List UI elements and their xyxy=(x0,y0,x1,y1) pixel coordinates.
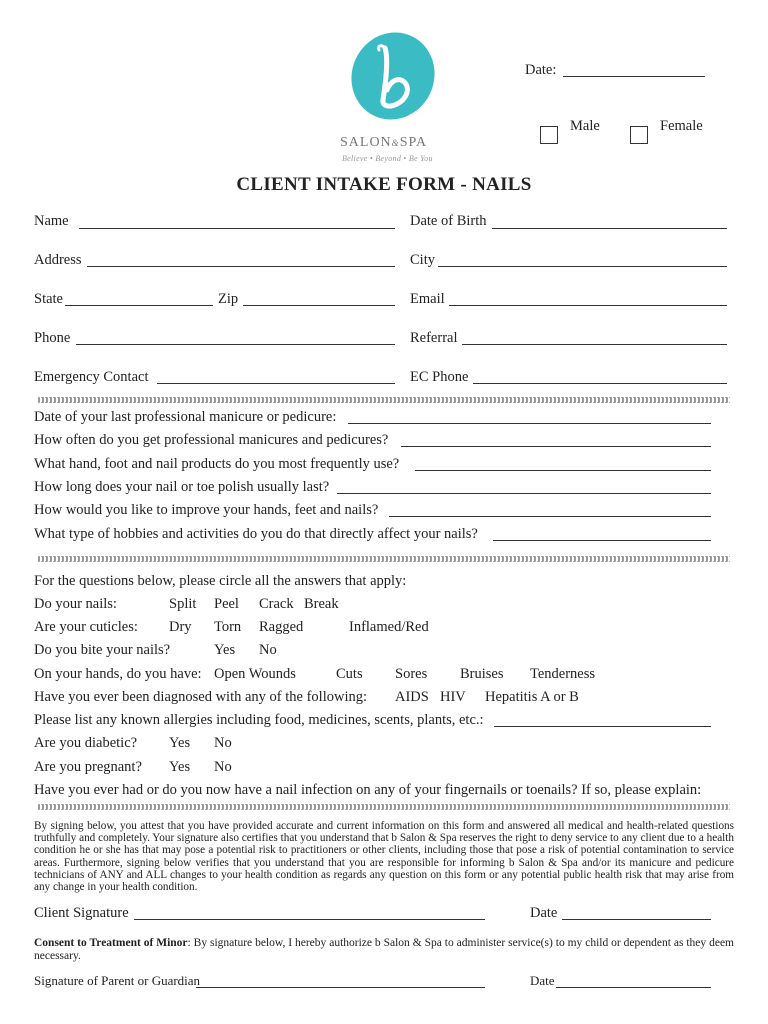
male-label: Male xyxy=(570,118,600,134)
history-answer-field[interactable] xyxy=(337,493,711,494)
hands-option[interactable]: Bruises xyxy=(460,666,504,682)
diagnosis-option[interactable]: AIDS xyxy=(395,689,429,705)
emergency-contact-field[interactable] xyxy=(157,383,395,384)
diagnosis-option[interactable]: Hepatitis A or B xyxy=(485,689,579,705)
cuticles-option[interactable]: Inflamed/Red xyxy=(349,619,429,635)
zip-field[interactable] xyxy=(243,305,395,306)
parent-signature-field[interactable] xyxy=(196,987,485,988)
diagnosis-option[interactable]: HIV xyxy=(440,689,466,705)
consent-paragraph: By signing below, you attest that you have provided accurate and current information on this form and answered all medical and health-related questions truthfully and completely. Your signature also certifies that you understand that b Salon & Spa reserves the right to deny service to any client due to a health condition he or she has that may pose a potential risk to practitioners or other clients, including those that pose a risk of potential contamination to service areas. Furthermore, signing below verifies that you understand that you are responsible for informing b Salon & Spa and/or its manicure and pedicure technicians of ANY and ALL changes to your health condition as regards any question on this form or any potential public health risk that may arise from any change in your health condition. xyxy=(34,820,734,894)
client-signature-field[interactable] xyxy=(134,919,485,920)
logo-tagline: Believe • Beyond • Be You xyxy=(342,154,433,163)
female-checkbox[interactable] xyxy=(630,126,648,144)
hands-option[interactable]: Open Wounds xyxy=(214,666,296,682)
nails-question: Do your nails: xyxy=(34,596,117,612)
bite-yes[interactable]: Yes xyxy=(214,642,236,658)
allergies-question: Please list any known allergies including food, medicines, scents, plants, etc.: xyxy=(34,712,484,728)
date-field[interactable] xyxy=(563,76,705,77)
cuticles-question: Are your cuticles: xyxy=(34,619,138,635)
address-field[interactable] xyxy=(87,266,395,267)
nails-option[interactable]: Split xyxy=(169,596,197,612)
name-field[interactable] xyxy=(79,228,395,229)
referral-field[interactable] xyxy=(462,344,727,345)
diabetic-no[interactable]: No xyxy=(214,735,232,751)
history-question: What type of hobbies and activities do you do that directly affect your nails? xyxy=(34,526,478,542)
cuticles-option[interactable]: Dry xyxy=(169,619,192,635)
address-label: Address xyxy=(34,252,82,268)
history-answer-field[interactable] xyxy=(389,516,711,517)
history-question: How would you like to improve your hands, feet and nails? xyxy=(34,502,379,518)
parent-signature-label: Signature of Parent or Guardian xyxy=(34,973,201,988)
client-date-label: Date xyxy=(530,905,558,921)
male-checkbox[interactable] xyxy=(540,126,558,144)
phone-field[interactable] xyxy=(76,344,395,345)
zip-label: Zip xyxy=(218,291,239,307)
dob-label: Date of Birth xyxy=(410,213,487,229)
client-date-field[interactable] xyxy=(562,919,711,920)
referral-label: Referral xyxy=(410,330,458,346)
name-label: Name xyxy=(34,213,69,229)
section-divider xyxy=(38,397,730,403)
history-question: What hand, foot and nail products do you most frequently use? xyxy=(34,456,400,472)
section-divider xyxy=(38,804,730,810)
history-answer-field[interactable] xyxy=(401,446,711,447)
history-answer-field[interactable] xyxy=(415,470,711,471)
diabetic-yes[interactable]: Yes xyxy=(169,735,191,751)
hands-option[interactable]: Sores xyxy=(395,666,428,682)
nails-option[interactable]: Peel xyxy=(214,596,239,612)
female-label: Female xyxy=(660,118,703,134)
phone-label: Phone xyxy=(34,330,71,346)
bite-question: Do you bite your nails? xyxy=(34,642,171,658)
emergency-contact-label: Emergency Contact xyxy=(34,369,149,385)
email-field[interactable] xyxy=(449,305,727,306)
section-divider xyxy=(38,556,730,562)
hands-question: On your hands, do you have: xyxy=(34,666,202,682)
city-label: City xyxy=(410,252,435,268)
minor-consent-heading: Consent to Treatment of Minor xyxy=(34,937,188,949)
city-field[interactable] xyxy=(438,266,727,267)
diagnosis-question: Have you ever been diagnosed with any of the following: xyxy=(34,689,368,705)
client-signature-label: Client Signature xyxy=(34,905,129,921)
pregnant-no[interactable]: No xyxy=(214,759,232,775)
pregnant-question: Are you pregnant? xyxy=(34,759,142,775)
cuticles-option[interactable]: Ragged xyxy=(259,619,304,635)
nails-option[interactable]: Break xyxy=(304,596,339,612)
parent-date-field[interactable] xyxy=(556,987,711,988)
logo-mark-icon xyxy=(345,30,441,122)
date-label: Date: xyxy=(525,62,557,78)
history-question: How long does your nail or toe polish usually last? xyxy=(34,479,330,495)
history-question: How often do you get professional manicures and pedicures? xyxy=(34,432,389,448)
minor-consent xyxy=(34,937,734,963)
hands-option[interactable]: Cuts xyxy=(336,666,363,682)
history-answer-field[interactable] xyxy=(348,423,711,424)
cuticles-option[interactable]: Torn xyxy=(214,619,242,635)
dob-field[interactable] xyxy=(492,228,727,229)
pregnant-yes[interactable]: Yes xyxy=(169,759,191,775)
page-title: CLIENT INTAKE FORM - NAILS xyxy=(236,174,532,195)
diabetic-question: Are you diabetic? xyxy=(34,735,138,751)
minor-consent-text: : By signature below, I hereby authorize b Salon & Spa to administer service(s) to my child or dependent as they deem necessary. xyxy=(34,937,734,962)
hands-option[interactable]: Tenderness xyxy=(530,666,596,682)
ec-phone-label: EC Phone xyxy=(410,369,469,385)
allergies-field[interactable] xyxy=(494,726,711,727)
logo-brand: SALON&SPA xyxy=(340,135,428,150)
history-answer-field[interactable] xyxy=(493,540,711,541)
infection-question: Have you ever had or do you now have a nail infection on any of your fingernails or toenails? If so, please explain: xyxy=(34,782,702,798)
bite-no[interactable]: No xyxy=(259,642,277,658)
circle-intro: For the questions below, please circle all the answers that apply: xyxy=(34,573,407,589)
state-field[interactable] xyxy=(65,305,213,306)
history-question: Date of your last professional manicure or pedicure: xyxy=(34,409,337,425)
email-label: Email xyxy=(410,291,445,307)
state-label: State xyxy=(34,291,63,307)
nails-option[interactable]: Crack xyxy=(259,596,294,612)
ec-phone-field[interactable] xyxy=(473,383,727,384)
parent-date-label: Date xyxy=(530,973,555,988)
